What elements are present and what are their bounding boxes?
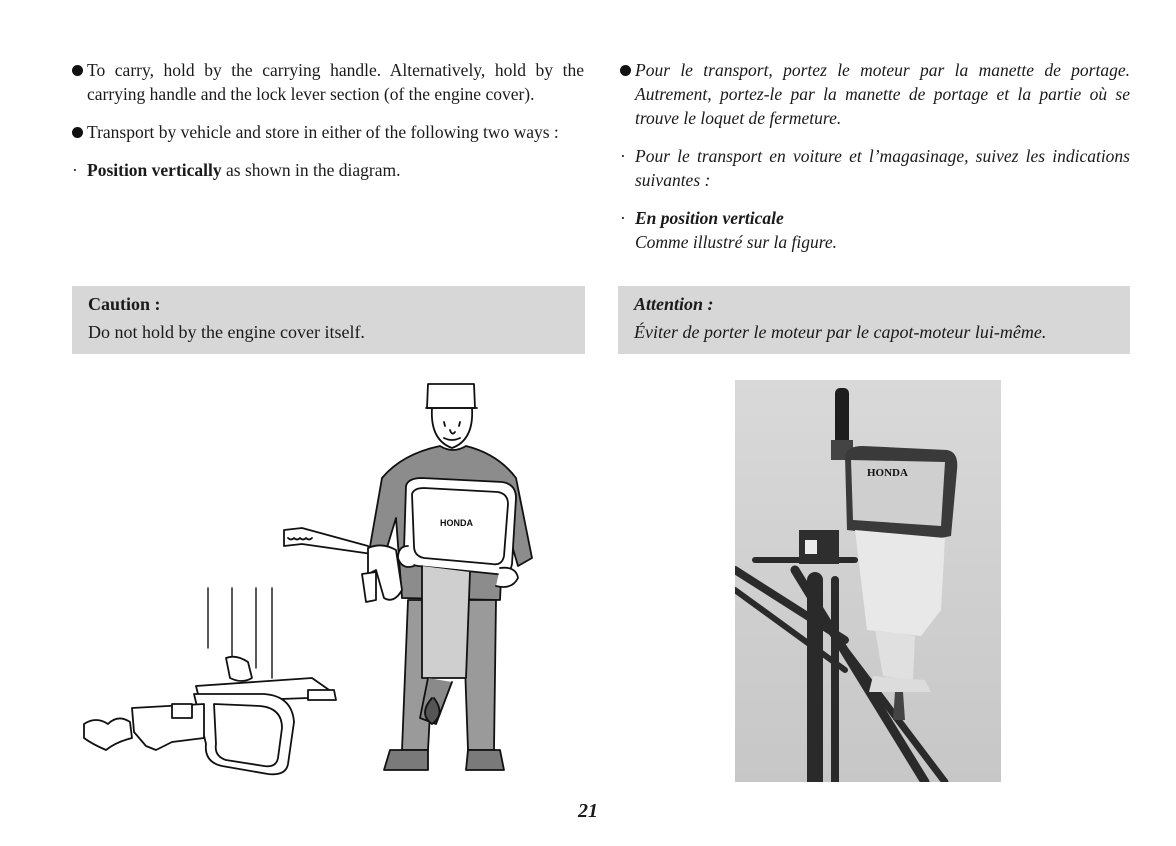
english-column — [72, 58, 584, 196]
transport-fr-text: Pour le transport, portez le moteur par la manette de portage. Autrement, portez-le par la manette de portage et la partie où se trouve le loquet de fermeture. — [635, 60, 1130, 128]
attention-box — [618, 286, 1130, 354]
photo-scene — [735, 380, 1001, 782]
transport-paragraph — [72, 120, 584, 144]
engine-lying-drawing — [84, 588, 336, 774]
photo-brand-label: HONDA — [867, 467, 908, 479]
vertical-bold-text: Position vertically — [87, 160, 222, 180]
attention-text: Éviter de porter le moteur par le capot-moteur lui-même. — [634, 322, 1047, 342]
verticale-rest-text: Comme illustré sur la figure. — [635, 232, 838, 252]
engine-body — [855, 530, 945, 636]
carry-paragraph — [72, 58, 584, 106]
bullet-dot-icon — [72, 127, 83, 138]
voiture-paragraph — [620, 144, 1130, 192]
transport-text: Transport by vehicle and store in either of the following two ways : — [87, 122, 559, 142]
engine-photo — [735, 380, 1001, 782]
transport-fr-paragraph — [620, 58, 1130, 130]
bullet-dot-icon — [620, 65, 631, 76]
caution-box — [72, 286, 585, 354]
verticale-bold-text: En position verticale — [635, 208, 784, 228]
caution-title: Caution : — [88, 294, 161, 314]
bullet-dot-icon — [72, 65, 83, 76]
carrying-illustration — [72, 378, 592, 788]
caution-text: Do not hold by the engine cover itself. — [88, 322, 365, 342]
engine-brand-label: HONDA — [440, 518, 473, 528]
attention-title: Attention : — [634, 294, 714, 314]
page-number: 21 — [578, 800, 598, 822]
small-bullet-icon: · — [620, 146, 626, 166]
vertical-paragraph — [72, 158, 584, 182]
verticale-paragraph — [620, 206, 1130, 254]
carry-text: To carry, hold by the carrying handle. Alternatively, hold by the carrying handle and the lock lever section (of the engine cover). — [87, 60, 584, 104]
french-column — [620, 58, 1130, 268]
vertical-rest-text: as shown in the diagram. — [221, 160, 401, 180]
small-bullet-icon: · — [620, 208, 626, 228]
voiture-text: Pour le transport en voiture et l’magasinage, suivez les indications suivantes : — [635, 146, 1130, 190]
small-bullet-icon: · — [72, 160, 78, 180]
